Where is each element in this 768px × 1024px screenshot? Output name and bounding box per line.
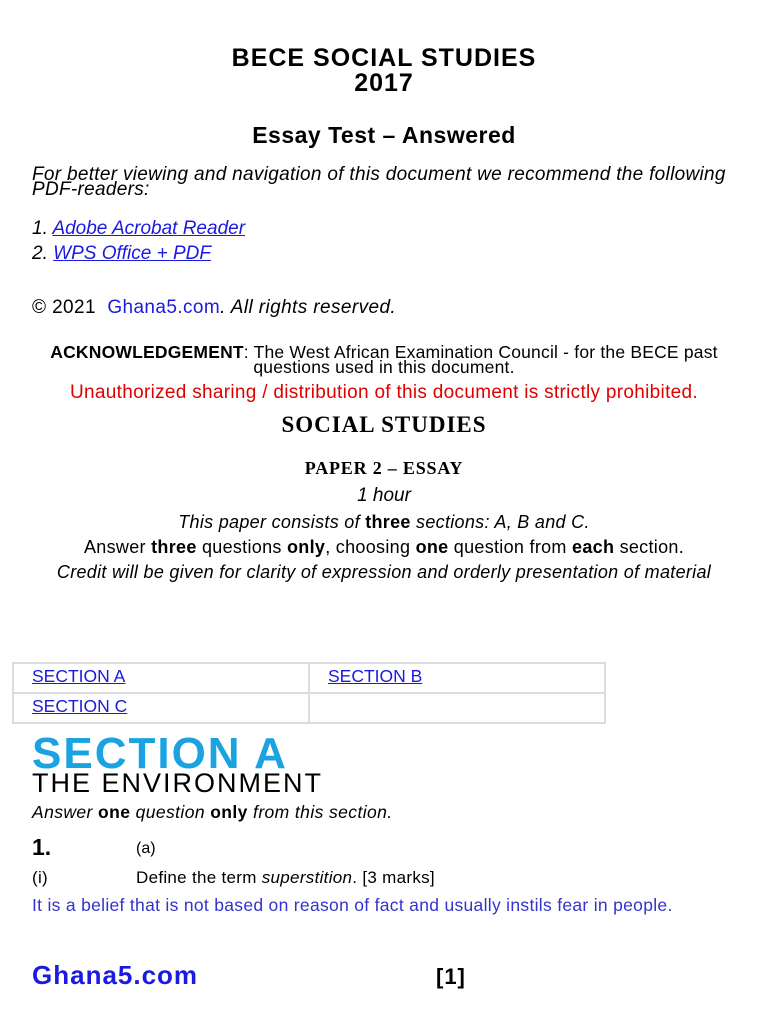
instruction-text: , choosing [325, 537, 416, 557]
subpart-marks: . [3 marks] [352, 868, 435, 887]
copyright-year: © 2021 [32, 297, 96, 318]
instruction-text: section. [614, 537, 684, 557]
paper-duration: 1 hour [357, 485, 411, 506]
acknowledgement-text: : The West African Examination Council - for the BECE past questions used in this document. [243, 342, 718, 377]
document-title [32, 0, 736, 96]
reader-list [32, 219, 736, 269]
instruction-credit: Credit will be given for clarity of expression and orderly presentation of material [56, 562, 712, 582]
intro-text: For better viewing and navigation of this document we recommend the following PDF-readers: [32, 164, 726, 200]
section-a-link[interactable]: SECTION A [32, 666, 126, 686]
title-line-1: BECE SOCIAL STUDIES [231, 44, 537, 72]
table-row [13, 693, 605, 723]
question-part: (a) [136, 840, 156, 857]
instruction-answer [32, 537, 736, 557]
acknowledgement [32, 342, 736, 377]
instruction-sections [32, 512, 736, 532]
instruction-bold: three [151, 537, 197, 557]
answer-text: It is a belief that is not based on reason of fact and usually instils fear in people. [32, 895, 673, 915]
adobe-acrobat-link[interactable]: Adobe Acrobat Reader [52, 218, 246, 239]
table-cell [309, 663, 605, 693]
table-row [13, 663, 605, 693]
instruction-text: question [130, 802, 211, 822]
copyright-rest: . All rights reserved. [220, 297, 397, 318]
page-number: [1] [436, 964, 466, 989]
paper-title: PAPER 2 – ESSAY [304, 458, 464, 478]
section-navigation-table [12, 662, 606, 724]
section-heading: SECTION A [32, 729, 288, 778]
wps-office-link[interactable]: WPS Office + PDF [53, 243, 211, 264]
section-subheading: THE ENVIRONMENT [32, 768, 324, 798]
copyright-line [32, 297, 736, 319]
acknowledgement-label: ACKNOWLEDGEMENT [50, 342, 244, 362]
instruction-text: question from [448, 537, 573, 557]
instruction-bold: one [415, 537, 449, 557]
instruction-text: Answer [32, 802, 99, 822]
section-instruction [32, 802, 393, 823]
instruction-bold: only [287, 537, 326, 557]
instruction-bold: three [365, 512, 411, 532]
section-c-link[interactable]: SECTION C [32, 696, 128, 716]
section-b-link[interactable]: SECTION B [328, 666, 423, 686]
instruction-text: This paper consists of [178, 512, 366, 532]
document-subtitle: Essay Test – Answered [252, 122, 516, 148]
instruction-bold: each [572, 537, 615, 557]
instruction-bold: one [98, 802, 131, 822]
table-cell [13, 693, 309, 723]
instruction-text: sections: A, B and C. [410, 512, 590, 532]
instruction-text: from this section. [247, 802, 393, 822]
instruction-text: Answer [84, 537, 152, 557]
table-cell-empty [309, 693, 605, 723]
reader-number: 1. [32, 218, 48, 239]
reader-number: 2. [32, 243, 48, 264]
instruction-bold: only [210, 802, 248, 822]
subpart-text: Define the term [136, 868, 262, 887]
subpart-number: (i) [32, 868, 48, 887]
copyright-site-link[interactable]: Ghana5.com [107, 297, 221, 318]
reader-item-2 [32, 244, 736, 269]
footer-site-name: Ghana5.com [32, 960, 199, 990]
table-cell [13, 663, 309, 693]
reader-item-1 [32, 219, 736, 244]
title-line-2: 2017 [354, 69, 414, 97]
subject-title: SOCIAL STUDIES [281, 412, 487, 437]
distribution-warning: Unauthorized sharing / distribution of this document is strictly prohibited. [70, 382, 698, 403]
subpart-term: superstition [261, 868, 353, 887]
question-number: 1. [32, 834, 52, 860]
instruction-text: questions [196, 537, 287, 557]
question-subpart [32, 868, 742, 888]
